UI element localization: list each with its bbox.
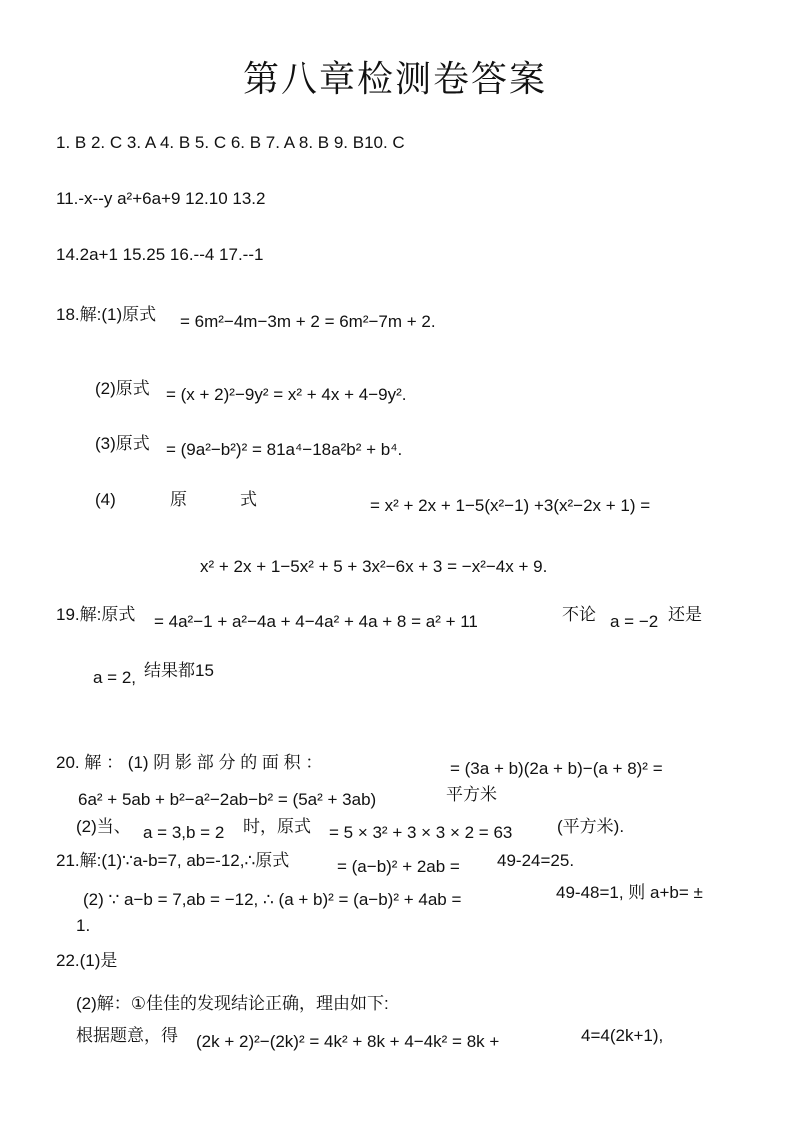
q20-part2-unit: (平方米). bbox=[557, 817, 625, 836]
answers-14-17: 14.2a+1 15.25 16.--4 17.--1 bbox=[56, 245, 264, 264]
q20-part2-condition: a = 3,b = 2 bbox=[143, 823, 225, 842]
q18-part3-expression: = (9a²−b²)² = 81a⁴−18a²b² + b⁴. bbox=[166, 440, 403, 459]
q19-value-a: a = −2 bbox=[610, 612, 659, 631]
q18-part4-label: (4) bbox=[95, 490, 116, 509]
q20-unit-square-meters: 平方米 bbox=[446, 785, 497, 804]
q19-text-regardless: 不论 bbox=[562, 605, 596, 624]
q19-expression: = 4a²−1 + a²−4a + 4−4a² + 4a + 8 = a² + 11 bbox=[154, 612, 478, 631]
q18-part4-expression-continued: x² + 2x + 1−5x² + 5 + 3x²−6x + 3 = −x²−4x + 9. bbox=[200, 557, 548, 576]
q18-part2-label: (2)原式 bbox=[95, 379, 150, 398]
q19-label: 19.解:原式 bbox=[56, 605, 136, 624]
q22-part1: 22.(1)是 bbox=[56, 951, 118, 970]
q18-part4-expression: = x² + 2x + 1−5(x²−1) +3(x²−2x + 1) = bbox=[370, 496, 651, 515]
q18-label: 18.解:(1)原式 bbox=[56, 305, 157, 324]
q19-result-text: 结果都15 bbox=[144, 661, 214, 680]
q21-label: 21.解:(1)∵a-b=7, ab=-12,∴原式 bbox=[56, 851, 290, 870]
q20-part2-label: (2)当、 bbox=[76, 817, 131, 836]
q19-text-or: 还是 bbox=[668, 605, 702, 624]
q22-part2-result: 4=4(2k+1), bbox=[581, 1026, 664, 1045]
q21-part2-result: 49-48=1, 则 a+b= ± bbox=[556, 883, 703, 902]
q18-part1-expression: = 6m²−4m−3m + 2 = 6m²−7m + 2. bbox=[180, 312, 436, 331]
answers-1-10: 1. B 2. C 3. A 4. B 5. C 6. B 7. A 8. B 9. B10. C bbox=[56, 133, 405, 152]
q21-part2-expression: (2) ∵ a−b = 7,ab = −12, ∴ (a + b)² = (a−b)² + 4ab = bbox=[83, 890, 462, 909]
q18-part3-label: (3)原式 bbox=[95, 434, 150, 453]
q20-label: 20. 解 ： (1) 阴 影 部 分 的 面 积 ： bbox=[56, 753, 323, 772]
q21-part1-result: 49-24=25. bbox=[497, 851, 575, 870]
q19-second-value: a = 2, bbox=[93, 668, 137, 687]
q20-expression-continued: 6a² + 5ab + b²−a²−2ab−b² = (5a² + 3ab) bbox=[78, 790, 377, 809]
page-title: 第八章检测卷答案 bbox=[243, 59, 548, 100]
q22-part2-label: 根据题意，得 bbox=[76, 1026, 178, 1045]
q21-part1-expression: = (a−b)² + 2ab = bbox=[337, 857, 460, 876]
q22-part2-intro: (2)解：①佳佳的发现结论正确，理由如下: bbox=[76, 994, 389, 1013]
q20-part2-text: 时，原式 bbox=[243, 817, 311, 836]
q21-part2-result-continued: 1. bbox=[76, 916, 91, 935]
q20-part2-expression: = 5 × 3² + 3 × 3 × 2 = 63 bbox=[329, 823, 513, 842]
q18-part4-char-shi: 式 bbox=[240, 490, 257, 509]
q22-part2-expression: (2k + 2)²−(2k)² = 4k² + 8k + 4−4k² = 8k + bbox=[196, 1032, 500, 1051]
answers-11-13: 11.-x--y a²+6a+9 12.10 13.2 bbox=[56, 189, 266, 208]
q18-part2-expression: = (x + 2)²−9y² = x² + 4x + 4−9y². bbox=[166, 385, 407, 404]
q18-part4-char-yuan: 原 bbox=[170, 490, 187, 509]
q20-expression: = (3a + b)(2a + b)−(a + 8)² = bbox=[450, 759, 663, 778]
